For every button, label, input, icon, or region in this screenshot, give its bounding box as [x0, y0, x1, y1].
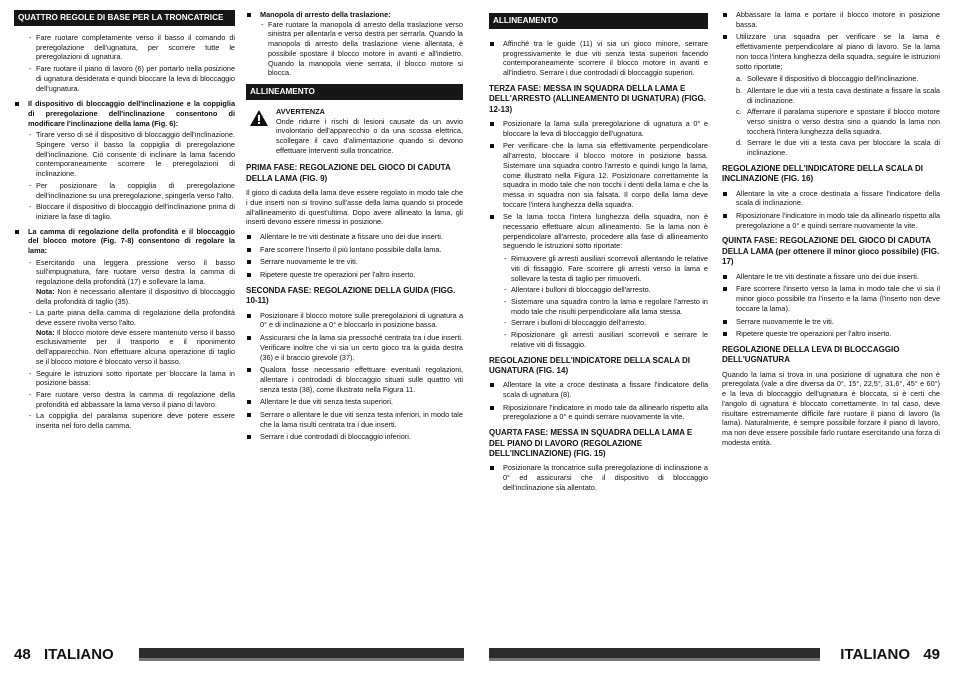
footer-bar-shadow [489, 658, 820, 661]
warning-text: Onde ridurre i rischi di lesioni causate da un avvio involontario dell'apparecchio o da una scossa elettrica, scollegare il cavo d'alimentazione quando si devono effettuare interventi sulla troncatrice. [276, 116, 463, 155]
list-item: Qualora fosse necessario effettuare eventuali regolazioni, allentare i controdadi di bloccaggio situati sulle quattro viti senza testa (38), come illustrato nella Figura 11. [246, 365, 463, 394]
list-item [736, 138, 940, 157]
list-item: Allentare le due viti senza testa superiori. [246, 397, 463, 407]
list-item: Allentare le tre viti destinate a fissare uno dei due inserti. [246, 232, 463, 242]
list-item: - Seguire le istruzioni sotto riportate per bloccare la lama in posizione bassa: [28, 369, 235, 388]
item-letter: b. [736, 85, 743, 95]
heading-scala-inclinazione: REGOLAZIONE DELL'INDICATORE DELLA SCALA DI INCLINAZIONE (FIG. 16) [722, 163, 924, 184]
substeps-list [503, 254, 708, 349]
heading-scala-ugnatura: REGOLAZIONE DELL'INDICATORE DELLA SCALA DI UGNATURA (FIG. 14) [489, 355, 691, 375]
list-item: - Serrare i bulloni di bloccaggio dell'arresto. [503, 318, 708, 328]
note-text: Non è necessario allentare il dispositivo di bloccaggio della profondità di taglio (35). [36, 286, 235, 306]
warning-block [246, 107, 463, 156]
item-letter: c. [736, 107, 742, 117]
list-item [28, 308, 235, 366]
rule-inclinazione [14, 99, 235, 221]
list-item: - Fare ruotare completamente verso il basso il comando di preregolazione dell'ugnatura, per scorrere tutte le preregolazioni di ugnatura. [28, 33, 235, 62]
heading-seconda-fase: SECONDA FASE: REGOLAZIONE DELLA GUIDA (FIGG. 10-11) [246, 285, 456, 306]
paragraph: Il gioco di caduta della lama deve essere regolato in modo tale che i due inserti non si trovino sull'asse della lama quando si procede all'allineamento di quest'ultima. Dopo avere allineato la lama, gli inserti devono essere rimessi in posizione. [246, 188, 463, 227]
list-item: - Bloccare il dispositivo di bloccaggio dell'inclinazione prima di iniziare la fase di taglio. [28, 202, 235, 221]
list-item: - Rimuovere gli arresti ausiliari scorrevoli allentando le relative viti di fissaggio. Fare scorrere gli arresti verso la lama e sollevare la testa di taglio per rimuoverli. [503, 254, 708, 283]
list-item: - Riposizionare gli arresti ausiliari scorrevoli e serrare le relative viti di fissaggio. [503, 330, 708, 349]
item-text: Sollevare il dispositivo di bloccaggio dell'inclinazione. [747, 74, 919, 84]
list-item: Fare scorrere l'inserto verso la lama in modo tale che vi sia il minor gioco possibile tra l'inserto e la lama (l'inserto non deve toccare la lama). [722, 284, 940, 313]
list-item: Assicurarsi che la lama sia pressoché centrata tra i due inserti. Verificare inoltre che vi sia un certo gioco tra la guida destra (36) e il braccio girevole (37). [246, 333, 463, 362]
steps-list [489, 119, 708, 251]
list-item: - Per posizionare la coppiglia di preregolazione dell'inclinazione su una preregolazione, spingerla verso l'alto. [28, 181, 235, 200]
list-item: Riposizionare l'indicatore in modo tale da allinearlo rispetto alla preregolazione a 0° e quindi serrare nuovamente la vite. [489, 403, 708, 422]
list-item-text: La parte piana della camma di regolazione della profondità deve essere rivolta verso l'alto. [36, 308, 235, 327]
section-header-allineamento-cont: ALLINEAMENTO [489, 13, 708, 29]
list-item: Utilizzare una squadra per verificare se la lama è effettivamente perpendicolare al piano di lavoro. Se la lama non tocca l'intera lunghezza della squadra, seguire le istruzioni sotto riportate: [722, 32, 940, 71]
right-column-2 [722, 10, 940, 452]
item-letter: d. [736, 138, 743, 148]
list-item: Fare scorrere l'inserto il più lontano possibile dalla lama. [246, 245, 463, 255]
paragraph: Quando la lama si trova in una posizione di ugnatura che non è preregolata (vale a dire diversa da 0°, 15°, 22,5°, 31,6°, 45° e 60°) e la leva di bloccaggio dell'ugnatura è bloccata, si è certi che l'angolo di ugnatura è bloccato correttamente. In tal caso, deve risultare estremamente difficile fare ruotare il piano di lavoro (la lama). Naturalmente, è sempre possibile forzare il piano di lavoro, ma non deve essere possibile farlo ruotare esercitando una forza di modesta entità. [722, 369, 940, 447]
footer-bar [139, 648, 464, 658]
list-item: Ripetere queste tre operazioni per l'altro inserto. [722, 329, 940, 339]
note-label: Nota: [36, 286, 55, 296]
footer-right [489, 648, 940, 664]
rule-sublist [28, 258, 235, 431]
heading-leva-ugnatura: REGOLAZIONE DELLA LEVA DI BLOCCAGGIO DELL'UGNATURA [722, 344, 900, 365]
rule-title: Il dispositivo di bloccaggio dell'inclinazione e la coppiglia di preregolazione dell'inclinazione consentono di modificare l'inclinazione della lama (Fig. 6): [28, 99, 235, 128]
list-item: Allentare le tre viti destinate a fissare uno dei due inserti. [722, 272, 940, 282]
rules-list [14, 99, 235, 431]
footer-left [14, 648, 464, 664]
footer-bar [489, 648, 820, 658]
item-text: Serrare le due viti a testa cava per bloccare la scala di inclinazione. [747, 138, 940, 158]
left-column-2 [246, 10, 463, 447]
item-text: Allentare le due viti a testa cava destinate a fissare la scala di inclinazione. [747, 85, 940, 105]
list-item [736, 74, 940, 84]
list-item: Serrare i due controdadi di bloccaggio inferiori. [246, 432, 463, 442]
list-item [28, 258, 235, 307]
list-item [736, 86, 940, 105]
heading-rest: (per ottenere il minor gioco possibile) (FIG. 17) [722, 246, 940, 267]
list-item: Posizionare la troncatrice sulla preregolazione di inclinazione a 0° ed assicurarsi che il dispositivo di bloccaggio dell'inclinazione sia allentato. [489, 463, 708, 492]
rule-traslazione [246, 10, 463, 78]
list-item: Abbassare la lama e portare il blocco motore in posizione bassa. [722, 10, 940, 29]
rule-profondita [14, 227, 235, 431]
rules-list-cont [246, 10, 463, 78]
list-item: Serrare nuovamente le tre viti. [246, 257, 463, 267]
heading-bold: QUINTA FASE: REGOLAZIONE DEL GIOCO DI CADUTA DELLA LAMA [722, 236, 931, 256]
intro-list [28, 33, 235, 93]
list-item: - Fare ruotare la manopola di arresto della traslazione verso sinistra per allentarla e verso destra per serrarla. Quando la manopola di arresto della traslazione viene allentata, è possibile spostare il blocco motore in avanti e all'indietro. Quando la manopola viene serrata, il blocco motore si blocca. [260, 20, 463, 78]
warning-title: AVVERTENZA [276, 106, 325, 116]
list-item: - Fare ruotare verso destra la camma di regolazione della profondità ed abbassare la lama verso il piano di lavoro. [28, 390, 235, 409]
language-label: ITALIANO [44, 647, 120, 663]
list-item: - Tirare verso di sé il dispositivo di bloccaggio dell'inclinazione. Spingere verso il basso la coppiglia di preregolazione dell'inclinazione. Ciò consente di inclinare la lama facendo contemporaneamente scorrere le preregolazioni di inclinazione. [28, 130, 235, 179]
list-item: - La coppiglia del paralama superiore deve potere essere inserita nel foro della camma. [28, 411, 235, 430]
steps-list [489, 463, 708, 492]
list-item: Se la lama tocca l'intera lunghezza della squadra, non è necessario effettuare alcun allineamento. Se la lama non è perpendicolare all'arresto, procedere alla fase di allineamento seguendo le istruzioni sotto riportate: [489, 212, 708, 251]
heading-prima-fase: PRIMA FASE: REGOLAZIONE DEL GIOCO DI CADUTA DELLA LAMA (FIG. 9) [246, 163, 451, 183]
heading-quarta-fase: QUARTA FASE: MESSA IN SQUADRA DELLA LAMA E DEL PIANO DI LAVORO (REGOLAZIONE DELL'INCLINAZIONE) (FIG. 15) [489, 428, 693, 458]
list-item: Per verificare che la lama sia effettivamente perpendicolare all'arresto, bloccare il blocco motore in posizione bassa. Sistemare una squadra contro l'arresto e quindi lungo la lama, come illustrato nella Figura 12. Posizionare correttamente la squadra in modo tale che non tocchi i denti della lama e che la messa in squadra non sia falsata. Il corpo della lama deve toccare l'intera lunghezza della squadra. [489, 141, 708, 209]
list-item: Riposizionare l'indicatore in modo tale da allinearlo rispetto alla preregolazione a 0° e quindi serrare nuovamente la vite. [722, 211, 940, 230]
steps-list [489, 380, 708, 422]
language-label: ITALIANO [834, 647, 910, 663]
steps-list [722, 272, 940, 339]
steps-list [722, 189, 940, 231]
list-item: Serrare o allentare le due viti senza testa inferiori, in modo tale che la lama risulti centrata tra i due inserti. [246, 410, 463, 429]
section-header-allineamento: ALLINEAMENTO [246, 84, 463, 100]
rule-title: La camma di regolazione della profondità e il bloccaggio del blocco motore (Fig. 7-8) consentono di regolare la lama: [28, 226, 235, 256]
rule-sublist [28, 130, 235, 221]
rule-sublist [260, 20, 463, 78]
footer-bar-shadow [139, 658, 464, 661]
page-number: 48 [14, 646, 31, 663]
list-item: Ripetere queste tre operazioni per l'altro inserto. [246, 270, 463, 280]
steps-list [722, 10, 940, 71]
heading-terza-fase: TERZA FASE: MESSA IN SQUADRA DELLA LAMA E DELL'ARRESTO (ALLINEAMENTO DI UGNATURA) (FIGG. 12-13) [489, 83, 707, 114]
list-item: Serrare nuovamente le tre viti. [722, 317, 940, 327]
left-column-1 [14, 10, 235, 436]
heading-quinta-fase [722, 236, 940, 267]
list-item: Posizionare la lama sulla preregolazione di ugnatura a 0° e bloccare la leva di bloccaggio dell'ugnatura. [489, 119, 708, 138]
right-page [477, 0, 954, 677]
item-text: Afferrare il paralama superiore e spostare il blocco motore verso sinistra o verso destra sino a quando la lama non toccherà l'intera lunghezza della squadra. [747, 107, 940, 136]
list-item: Affinché tra le guide (11) vi sia un gioco minore, serrare progressivamente le due viti senza testa superiori facendo contemporaneamente scorrere il blocco motore in avanti e all'indietro. Serrare i due controdadi di bloccaggio superiori. [489, 39, 708, 78]
list-item [736, 107, 940, 136]
right-column-1 [489, 10, 708, 497]
list-item: - Sistemare una squadra contro la lama e regolare l'arresto in modo tale che risulti perpendicolare alla lama stessa. [503, 297, 708, 316]
list-item: Allentare la vite a croce destinata a fissare l'indicatore della scala di inclinazione. [722, 189, 940, 208]
list-item: Posizionare il blocco motore sulle preregolazioni di ugnatura a 0° e di inclinazione a 0° e bloccarlo in posizione bassa. [246, 311, 463, 330]
steps-list [246, 311, 463, 442]
note-text: Il blocco motore deve essere mantenuto verso il basso esclusivamente per il trasporto e il riponimento dell'apparecchio. Non effettuare alcuna operazione di taglio se il blocco motore è bloccato verso il basso. [36, 327, 235, 366]
list-item: - Allentare i bulloni di bloccaggio dell'arresto. [503, 285, 708, 295]
section-header-quattro-regole: QUATTRO REGOLE DI BASE PER LA TRONCATRICE [14, 10, 235, 26]
note-label: Nota: [36, 327, 55, 337]
page-number: 49 [923, 646, 940, 663]
list-item-text: Esercitando una leggera pressione verso il basso sull'impugnatura, fare ruotare verso destra la camma di regolazione della profondità (17) e sollevare la lama. [36, 257, 235, 287]
rule-title: Manopola di arresto della traslazione: [260, 10, 391, 19]
warning-triangle-icon [250, 110, 268, 126]
steps-list [489, 39, 708, 78]
lettered-list [736, 74, 940, 158]
steps-list [246, 232, 463, 280]
list-item: - Fare ruotare il piano di lavoro (6) per portarlo nella posizione di ugnatura desiderata e quindi bloccare la leva di bloccaggio dell'ugnatura. [28, 64, 235, 93]
list-item: Allentare la vite a croce destinata a fissare l'indicatore della scala di ugnatura (8). [489, 380, 708, 399]
item-letter: a. [736, 74, 743, 84]
